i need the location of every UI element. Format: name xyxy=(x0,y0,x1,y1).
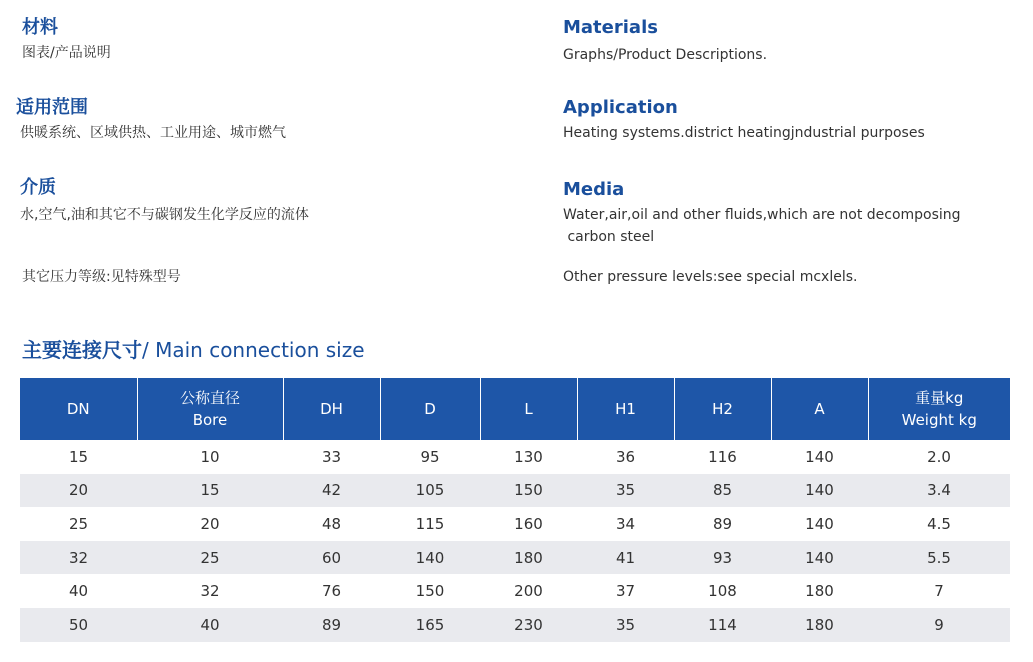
table-cell: 25 xyxy=(68,514,89,533)
table-cell: 140 xyxy=(805,447,834,466)
table-cell: 41 xyxy=(577,541,674,575)
table-cell: 60 xyxy=(283,541,380,575)
table-row xyxy=(20,541,1010,575)
section-title-en: / Main connection size xyxy=(142,338,365,362)
table-cell: 114 xyxy=(674,608,771,642)
table-cell: 180 xyxy=(480,541,577,575)
table-cell: 20 xyxy=(200,514,220,533)
table-row xyxy=(20,574,1010,608)
table-cell: 130 xyxy=(514,447,543,466)
header-l: L xyxy=(480,378,577,440)
application-zh-text: 供暖系统、区域供热、工业用途、城市燃气 xyxy=(20,125,286,141)
table-cell: 105 xyxy=(380,474,480,508)
table-cell: 93 xyxy=(674,541,771,575)
application-en-title: Application xyxy=(563,97,678,118)
table-cell: 160 xyxy=(514,514,543,533)
table-cell: 32 xyxy=(20,541,137,575)
table-cell: 76 xyxy=(321,582,342,601)
table-cell: 140 xyxy=(380,541,480,575)
table-cell: 35 xyxy=(577,474,674,508)
media-en-text-line1: Water,air,oil and other fluids,which are not decomposing xyxy=(563,207,961,223)
header-bore: 公称直径 Bore xyxy=(137,378,283,440)
table-cell: 36 xyxy=(615,447,636,466)
table-cell: 2.0 xyxy=(927,447,951,466)
table-cell: 95 xyxy=(420,447,440,466)
materials-en-title: Materials xyxy=(563,17,658,38)
header-d: D xyxy=(380,378,480,440)
materials-zh-block xyxy=(22,16,111,64)
section-title xyxy=(22,336,365,364)
table-cell: 50 xyxy=(20,608,137,642)
table-cell: 40 xyxy=(68,582,89,601)
table-cell: 40 xyxy=(137,608,283,642)
table-row xyxy=(20,474,1010,508)
table-row xyxy=(20,440,1010,474)
table-cell: 9 xyxy=(868,608,1010,642)
pressure-zh-block xyxy=(22,266,181,288)
table-cell: 25 xyxy=(137,541,283,575)
header-dn: DN xyxy=(20,378,137,440)
materials-en-text: Graphs/Product Descriptions. xyxy=(563,47,768,63)
materials-zh-text: 图表/产品说明 xyxy=(22,45,111,61)
pressure-en-text: Other pressure levels:see special mcxlels. xyxy=(563,269,858,285)
application-zh-title: 适用范围 xyxy=(16,97,88,118)
media-en-text-line2: carbon steel xyxy=(563,229,655,245)
table-cell: 150 xyxy=(480,474,577,508)
table-cell: 85 xyxy=(674,474,771,508)
materials-zh-title: 材料 xyxy=(22,17,58,38)
table-cell: 140 xyxy=(805,514,834,533)
media-zh-title: 介质 xyxy=(20,177,56,198)
pressure-en-block xyxy=(563,266,857,288)
header-dh: DH xyxy=(283,378,380,440)
application-zh-block xyxy=(16,96,286,144)
table-cell: 150 xyxy=(415,582,445,601)
table-cell: 15 xyxy=(137,474,283,508)
materials-en-block xyxy=(563,16,767,66)
table-cell: 89 xyxy=(712,514,733,533)
table-header-row xyxy=(20,378,1010,440)
table-cell: 140 xyxy=(771,474,868,508)
table-cell: 42 xyxy=(283,474,380,508)
media-en-block xyxy=(563,178,961,248)
table-cell: 48 xyxy=(321,514,342,533)
table-cell: 10 xyxy=(200,447,220,466)
pressure-zh-text: 其它压力等级:见特殊型号 xyxy=(22,269,181,285)
application-en-text: Heating systems.district heatingjndustrial purposes xyxy=(563,125,925,141)
media-zh-text: 水,空气,油和其它不与碳钢发生化学反应的流体 xyxy=(20,207,309,223)
table-cell: 7 xyxy=(934,582,944,601)
table-cell: 35 xyxy=(577,608,674,642)
table-cell: 15 xyxy=(68,447,89,466)
table-cell: 34 xyxy=(615,514,636,533)
table-cell: 37 xyxy=(615,582,636,601)
connection-size-table xyxy=(20,378,1010,642)
section-title-zh: 主要连接尺寸 xyxy=(22,338,142,362)
table-cell: 115 xyxy=(415,514,445,533)
table-cell: 230 xyxy=(480,608,577,642)
table-cell: 89 xyxy=(283,608,380,642)
table-cell: 20 xyxy=(20,474,137,508)
table-cell: 4.5 xyxy=(927,514,951,533)
media-zh-block xyxy=(20,176,309,226)
table-cell: 116 xyxy=(708,447,737,466)
table-row xyxy=(20,507,1010,541)
table-cell: 108 xyxy=(708,582,737,601)
table-row xyxy=(20,608,1010,642)
table-cell: 200 xyxy=(514,582,543,601)
header-weight: 重量kg Weight kg xyxy=(868,378,1010,440)
media-en-title: Media xyxy=(563,179,625,200)
header-h2: H2 xyxy=(674,378,771,440)
application-en-block xyxy=(563,96,925,144)
table-cell: 165 xyxy=(380,608,480,642)
table-cell: 5.5 xyxy=(868,541,1010,575)
table-cell: 32 xyxy=(200,582,220,601)
table-cell: 180 xyxy=(771,608,868,642)
table-cell: 3.4 xyxy=(868,474,1010,508)
header-a: A xyxy=(771,378,868,440)
table-cell: 140 xyxy=(771,541,868,575)
table-cell: 33 xyxy=(321,447,342,466)
header-h1: H1 xyxy=(577,378,674,440)
table-cell: 180 xyxy=(805,582,834,601)
